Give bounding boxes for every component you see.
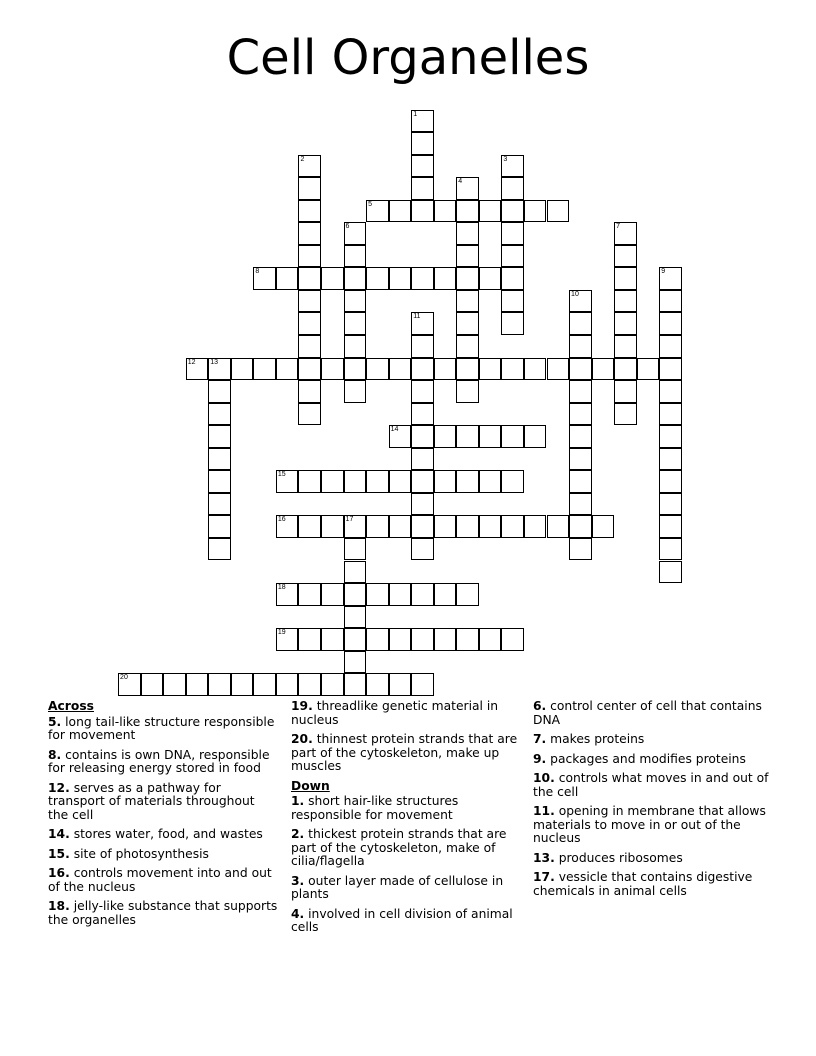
- clue-item-number: 9.: [533, 751, 547, 766]
- clue-item-number: 1.: [291, 794, 305, 808]
- grid-cell[interactable]: [592, 515, 615, 538]
- grid-cell[interactable]: [321, 628, 344, 651]
- grid-cell[interactable]: [321, 267, 344, 290]
- grid-cell[interactable]: [659, 358, 682, 381]
- clue-item: [533, 753, 773, 767]
- clue-item-number: 17.: [533, 870, 555, 884]
- clue-item-text: control center of cell that contains DNA: [533, 699, 762, 727]
- grid-cell[interactable]: [411, 515, 434, 538]
- grid-cell[interactable]: [659, 290, 682, 313]
- grid-cell[interactable]: [456, 222, 479, 245]
- grid-cell[interactable]: [208, 470, 231, 493]
- clue-item: [291, 908, 521, 935]
- grid-cell[interactable]: [637, 358, 660, 381]
- grid-cell[interactable]: [389, 200, 412, 223]
- clue-item-text: contains is own DNA, responsible for releasing energy stored in food: [48, 747, 270, 775]
- grid-cell[interactable]: [276, 673, 299, 696]
- clue-item: [533, 852, 773, 866]
- grid-cell[interactable]: [434, 267, 457, 290]
- grid-cell[interactable]: [456, 312, 479, 335]
- grid-cell[interactable]: [208, 425, 231, 448]
- grid-cell[interactable]: [344, 335, 367, 358]
- grid-cell[interactable]: [411, 358, 434, 381]
- grid-cell[interactable]: [434, 515, 457, 538]
- clue-item: [291, 795, 521, 822]
- grid-cell[interactable]: [569, 515, 592, 538]
- grid-cell[interactable]: [456, 380, 479, 403]
- grid-cell[interactable]: [231, 673, 254, 696]
- grid-cell[interactable]: [411, 583, 434, 606]
- grid-cell[interactable]: [659, 312, 682, 335]
- grid-cell[interactable]: [569, 403, 592, 426]
- grid-cell[interactable]: [276, 628, 299, 651]
- grid-cell[interactable]: [253, 673, 276, 696]
- clue-number: 19: [277, 629, 286, 637]
- clue-item-text: site of photosynthesis: [69, 846, 209, 861]
- grid-cell[interactable]: [434, 583, 457, 606]
- grid-cell[interactable]: [569, 538, 592, 561]
- grid-cell[interactable]: [276, 470, 299, 493]
- grid-cell[interactable]: [208, 448, 231, 471]
- grid-cell[interactable]: [614, 312, 637, 335]
- clue-item: [291, 700, 521, 727]
- grid-cell[interactable]: [208, 673, 231, 696]
- clue-number: 11: [413, 313, 421, 321]
- clue-item: [533, 871, 773, 898]
- clue-item-text: produces ribosomes: [554, 850, 683, 865]
- grid-cell[interactable]: [434, 628, 457, 651]
- grid-cell[interactable]: [344, 538, 367, 561]
- clue-item: [48, 848, 278, 862]
- clue-number: 15: [277, 471, 286, 479]
- clue-number: 3: [503, 155, 508, 163]
- grid-cell[interactable]: [389, 470, 412, 493]
- clue-item-text: packages and modifies proteins: [546, 751, 746, 766]
- clue-number: 7: [616, 223, 621, 231]
- grid-cell[interactable]: [298, 245, 321, 268]
- clue-number: 18: [277, 584, 286, 592]
- grid-cell[interactable]: [344, 651, 367, 674]
- grid-cell[interactable]: [344, 245, 367, 268]
- grid-cell[interactable]: [163, 673, 186, 696]
- grid-cell[interactable]: [253, 267, 276, 290]
- grid-cell[interactable]: [501, 425, 524, 448]
- clue-number: 2: [300, 155, 305, 163]
- grid-cell[interactable]: [344, 561, 367, 584]
- grid-cell[interactable]: [456, 200, 479, 223]
- grid-cell[interactable]: [344, 380, 367, 403]
- grid-cell[interactable]: [298, 177, 321, 200]
- clue-item-number: 12.: [48, 780, 70, 795]
- grid-cell[interactable]: [321, 673, 344, 696]
- clues-column-3: [533, 700, 773, 904]
- grid-cell[interactable]: [389, 583, 412, 606]
- clue-item-text: vessicle that contains digestive chemicals in animal cells: [533, 870, 753, 898]
- clue-item-text: short hair-like structures responsible for movement: [291, 794, 459, 822]
- clue-item: [48, 900, 278, 927]
- grid-cell[interactable]: [208, 380, 231, 403]
- grid-cell[interactable]: [456, 267, 479, 290]
- grid-cell[interactable]: [298, 312, 321, 335]
- clue-item-text: serves as a pathway for transport of materials throughout the cell: [48, 780, 255, 822]
- grid-cell[interactable]: [344, 583, 367, 606]
- grid-cell[interactable]: [659, 403, 682, 426]
- grid-cell[interactable]: [344, 290, 367, 313]
- grid-cell[interactable]: [501, 628, 524, 651]
- grid-cell[interactable]: [411, 110, 434, 133]
- grid-cell[interactable]: [614, 403, 637, 426]
- grid-cell[interactable]: [298, 628, 321, 651]
- grid-cell[interactable]: [411, 380, 434, 403]
- clue-item-number: 6.: [533, 699, 547, 713]
- grid-cell[interactable]: [614, 358, 637, 381]
- grid-cell[interactable]: [298, 470, 321, 493]
- grid-cell[interactable]: [298, 267, 321, 290]
- grid-cell[interactable]: [389, 358, 412, 381]
- grid-cell[interactable]: [366, 673, 389, 696]
- clue-item: [533, 733, 773, 747]
- clue-number: 13: [210, 358, 219, 366]
- clue-item-number: 7.: [533, 732, 547, 746]
- grid-cell[interactable]: [298, 673, 321, 696]
- clue-number: 14: [390, 426, 399, 434]
- grid-cell[interactable]: [298, 335, 321, 358]
- grid-cell[interactable]: [434, 425, 457, 448]
- grid-cell[interactable]: [456, 290, 479, 313]
- clue-number: 8: [255, 268, 260, 276]
- grid-cell[interactable]: [344, 673, 367, 696]
- grid-cell[interactable]: [547, 515, 570, 538]
- grid-cell[interactable]: [411, 673, 434, 696]
- grid-cell[interactable]: [659, 515, 682, 538]
- grid-cell[interactable]: [253, 358, 276, 381]
- grid-cell[interactable]: [614, 222, 637, 245]
- grid-cell[interactable]: [569, 448, 592, 471]
- grid-cell[interactable]: [298, 290, 321, 313]
- grid-cell[interactable]: [208, 538, 231, 561]
- clue-item-number: 19.: [291, 699, 313, 713]
- clue-item-number: 10.: [533, 771, 555, 785]
- grid-cell[interactable]: [434, 470, 457, 493]
- grid-cell[interactable]: [659, 267, 682, 290]
- grid-cell[interactable]: [411, 155, 434, 178]
- grid-cell[interactable]: [344, 222, 367, 245]
- grid-cell[interactable]: [321, 583, 344, 606]
- grid-cell[interactable]: [298, 403, 321, 426]
- grid-cell[interactable]: [659, 538, 682, 561]
- clue-item: [48, 782, 278, 823]
- clue-item-number: 14.: [48, 827, 70, 841]
- grid-cell[interactable]: [411, 312, 434, 335]
- clue-item-text: controls what moves in and out of the cell: [533, 771, 769, 799]
- grid-cell[interactable]: [479, 200, 502, 223]
- grid-cell[interactable]: [659, 448, 682, 471]
- grid-cell[interactable]: [456, 583, 479, 606]
- down-heading: Down: [291, 778, 330, 793]
- grid-cell[interactable]: [411, 267, 434, 290]
- clues-column-2: [291, 700, 521, 941]
- grid-cell[interactable]: [298, 380, 321, 403]
- clue-item-number: 8.: [48, 747, 62, 762]
- grid-cell[interactable]: [479, 470, 502, 493]
- grid-cell[interactable]: [276, 358, 299, 381]
- grid-cell[interactable]: [411, 200, 434, 223]
- grid-cell[interactable]: [276, 515, 299, 538]
- clue-number: 6: [345, 223, 350, 231]
- clue-item-number: 18.: [48, 899, 70, 913]
- grid-cell[interactable]: [569, 358, 592, 381]
- grid-cell[interactable]: [456, 470, 479, 493]
- grid-cell[interactable]: [366, 358, 389, 381]
- grid-cell[interactable]: [208, 403, 231, 426]
- grid-cell[interactable]: [501, 358, 524, 381]
- grid-cell[interactable]: [479, 515, 502, 538]
- grid-cell[interactable]: [366, 515, 389, 538]
- clues-column-1: [48, 700, 278, 933]
- grid-cell[interactable]: [501, 155, 524, 178]
- clue-number: 5: [368, 200, 372, 208]
- grid-cell[interactable]: [479, 628, 502, 651]
- clue-item: [291, 875, 521, 902]
- grid-cell[interactable]: [659, 493, 682, 516]
- clue-item-number: 13.: [533, 850, 555, 865]
- grid-cell[interactable]: [501, 290, 524, 313]
- clue-item: [291, 828, 521, 869]
- grid-cell[interactable]: [411, 177, 434, 200]
- grid-cell[interactable]: [389, 425, 412, 448]
- grid-cell[interactable]: [501, 470, 524, 493]
- page-title: Cell Organelles: [226, 30, 590, 86]
- grid-cell[interactable]: [614, 335, 637, 358]
- grid-cell[interactable]: [614, 380, 637, 403]
- grid-cell[interactable]: [321, 470, 344, 493]
- grid-cell[interactable]: [366, 200, 389, 223]
- across-heading: Across: [48, 699, 94, 713]
- grid-cell[interactable]: [366, 267, 389, 290]
- grid-cell[interactable]: [344, 515, 367, 538]
- grid-cell[interactable]: [411, 132, 434, 155]
- grid-cell[interactable]: [276, 583, 299, 606]
- grid-cell[interactable]: [614, 267, 637, 290]
- grid-cell[interactable]: [479, 358, 502, 381]
- grid-cell[interactable]: [389, 515, 412, 538]
- clue-number: 4: [458, 178, 463, 186]
- grid-cell[interactable]: [208, 493, 231, 516]
- clue-item: [48, 828, 278, 842]
- grid-cell[interactable]: [569, 380, 592, 403]
- grid-cell[interactable]: [592, 358, 615, 381]
- clue-item-text: makes proteins: [546, 732, 645, 746]
- clue-item-text: thickest protein strands that are part of the cytoskeleton, make of cilia/flagella: [291, 827, 507, 868]
- grid-cell[interactable]: [208, 515, 231, 538]
- clue-number: 16: [277, 516, 286, 524]
- grid-cell[interactable]: [524, 358, 547, 381]
- grid-cell[interactable]: [411, 628, 434, 651]
- clue-number: 12: [187, 358, 196, 366]
- clue-item-text: stores water, food, and wastes: [69, 827, 263, 841]
- grid-cell[interactable]: [298, 583, 321, 606]
- grid-cell[interactable]: [411, 425, 434, 448]
- clue-number: 10: [571, 290, 579, 298]
- grid-cell[interactable]: [456, 425, 479, 448]
- grid-cell[interactable]: [501, 267, 524, 290]
- clue-item-text: outer layer made of cellulose in plants: [291, 873, 504, 901]
- grid-cell[interactable]: [456, 515, 479, 538]
- grid-cell[interactable]: [659, 380, 682, 403]
- grid-cell[interactable]: [298, 200, 321, 223]
- grid-cell[interactable]: [501, 222, 524, 245]
- clue-item-number: 3.: [291, 873, 305, 888]
- grid-cell[interactable]: [456, 177, 479, 200]
- clue-number: 20: [120, 674, 128, 682]
- grid-cell[interactable]: [141, 673, 164, 696]
- clue-number: 17: [345, 516, 354, 524]
- grid-cell[interactable]: [298, 155, 321, 178]
- clue-item-number: 15.: [48, 846, 70, 861]
- clue-item-text: controls movement into and out of the nucleus: [48, 866, 272, 894]
- clue-item: [48, 716, 278, 743]
- grid-cell[interactable]: [389, 673, 412, 696]
- grid-cell[interactable]: [389, 267, 412, 290]
- grid-cell[interactable]: [479, 267, 502, 290]
- grid-cell[interactable]: [366, 583, 389, 606]
- grid-cell[interactable]: [411, 470, 434, 493]
- grid-cell[interactable]: [344, 628, 367, 651]
- grid-cell[interactable]: [501, 245, 524, 268]
- grid-cell[interactable]: [208, 358, 231, 381]
- grid-cell[interactable]: [659, 561, 682, 584]
- grid-cell[interactable]: [344, 606, 367, 629]
- clue-item-text: involved in cell division of animal cells: [291, 906, 513, 934]
- clue-item-text: opening in membrane that allows materials to move in or out of the nucleus: [533, 804, 766, 845]
- grid-cell[interactable]: [344, 267, 367, 290]
- clue-item: [533, 700, 773, 727]
- clue-item: [533, 772, 773, 799]
- grid-cell[interactable]: [321, 515, 344, 538]
- clue-item-number: 5.: [48, 714, 62, 729]
- grid-cell[interactable]: [524, 515, 547, 538]
- clue-item: [533, 805, 773, 846]
- grid-cell[interactable]: [547, 200, 570, 223]
- grid-cell[interactable]: [659, 470, 682, 493]
- grid-cell[interactable]: [434, 358, 457, 381]
- clue-item-text: long tail-like structure responsible for movement: [48, 714, 275, 742]
- clue-item-number: 2.: [291, 827, 305, 841]
- grid-cell[interactable]: [411, 493, 434, 516]
- grid-cell[interactable]: [298, 358, 321, 381]
- grid-cell[interactable]: [366, 470, 389, 493]
- clue-item: [48, 749, 278, 776]
- grid-cell[interactable]: [389, 628, 412, 651]
- grid-cell[interactable]: [411, 448, 434, 471]
- grid-cell[interactable]: [456, 335, 479, 358]
- grid-cell[interactable]: [569, 312, 592, 335]
- grid-cell[interactable]: [411, 335, 434, 358]
- grid-cell[interactable]: [479, 425, 502, 448]
- clue-item: [291, 733, 521, 774]
- grid-cell[interactable]: [659, 335, 682, 358]
- grid-cell[interactable]: [456, 628, 479, 651]
- grid-cell[interactable]: [411, 538, 434, 561]
- grid-cell[interactable]: [411, 403, 434, 426]
- grid-cell[interactable]: [569, 470, 592, 493]
- grid-cell[interactable]: [276, 267, 299, 290]
- grid-cell[interactable]: [524, 200, 547, 223]
- clue-item-text: threadlike genetic material in nucleus: [291, 699, 499, 727]
- clue-item-number: 20.: [291, 732, 313, 746]
- grid-cell[interactable]: [231, 358, 254, 381]
- grid-cell[interactable]: [298, 515, 321, 538]
- grid-cell[interactable]: [366, 628, 389, 651]
- clue-item-text: thinnest protein strands that are part of the cytoskeleton, make up muscles: [291, 732, 518, 773]
- grid-cell[interactable]: [569, 335, 592, 358]
- grid-cell[interactable]: [344, 312, 367, 335]
- clue-item: [48, 867, 278, 894]
- grid-cell[interactable]: [614, 245, 637, 268]
- grid-cell[interactable]: [321, 358, 344, 381]
- grid-cell[interactable]: [501, 177, 524, 200]
- grid-cell[interactable]: [614, 290, 637, 313]
- grid-cell[interactable]: [344, 358, 367, 381]
- clue-item-number: 4.: [291, 906, 305, 921]
- grid-cell[interactable]: [547, 358, 570, 381]
- grid-cell[interactable]: [298, 222, 321, 245]
- grid-cell[interactable]: [186, 673, 209, 696]
- grid-cell[interactable]: [569, 290, 592, 313]
- grid-cell[interactable]: [659, 425, 682, 448]
- grid-cell[interactable]: [118, 673, 141, 696]
- grid-cell[interactable]: [569, 425, 592, 448]
- grid-cell[interactable]: [569, 493, 592, 516]
- clue-item-number: 11.: [533, 804, 555, 818]
- grid-cell[interactable]: [344, 470, 367, 493]
- grid-cell[interactable]: [501, 515, 524, 538]
- grid-cell[interactable]: [501, 200, 524, 223]
- grid-cell[interactable]: [186, 358, 209, 381]
- grid-cell[interactable]: [456, 358, 479, 381]
- clue-item-text: jelly-like substance that supports the organelles: [48, 899, 278, 927]
- grid-cell[interactable]: [456, 245, 479, 268]
- clue-number: 1: [413, 110, 418, 118]
- clue-item-number: 16.: [48, 866, 70, 880]
- grid-cell[interactable]: [501, 312, 524, 335]
- grid-cell[interactable]: [434, 200, 457, 223]
- grid-cell[interactable]: [524, 425, 547, 448]
- clue-number: 9: [661, 268, 666, 276]
